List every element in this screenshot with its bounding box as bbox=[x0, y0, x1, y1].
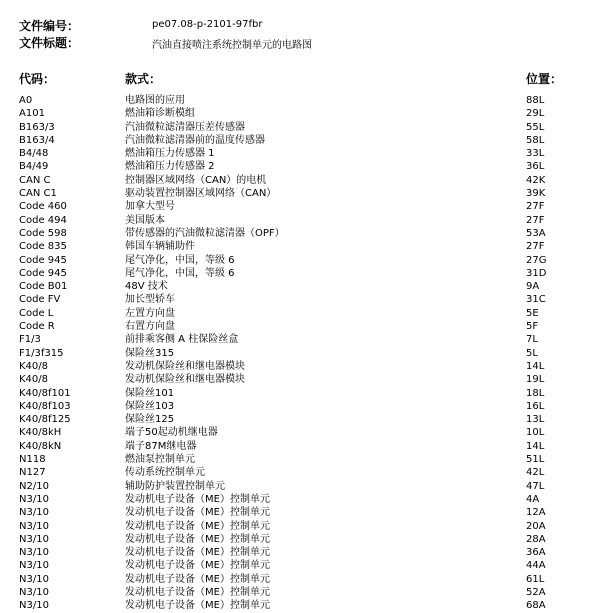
list-item bbox=[0, 134, 604, 147]
row-desc: 端子87M继电器 bbox=[125, 440, 197, 452]
row-pos: 31D bbox=[526, 267, 547, 279]
row-desc: 燃油箱压力传感器 1 bbox=[125, 148, 215, 160]
list-item bbox=[0, 293, 604, 306]
row-pos: 36A bbox=[526, 547, 546, 559]
row-pos: 27F bbox=[526, 214, 545, 226]
row-desc: 右置方向盘 bbox=[125, 321, 175, 333]
row-pos: 68A bbox=[526, 600, 546, 612]
row-pos: 4A bbox=[526, 493, 540, 505]
row-code: Code FV bbox=[19, 294, 61, 306]
row-desc: 发动机电子设备（ME）控制单元 bbox=[125, 493, 270, 505]
list-item bbox=[0, 347, 604, 360]
row-code: N3/10 bbox=[19, 586, 49, 598]
doc-title-value: 汽油直接喷注系统控制单元的电路图 bbox=[152, 40, 312, 51]
row-pos: 9A bbox=[526, 281, 540, 293]
row-desc: 韩国车辆辅助件 bbox=[125, 241, 195, 253]
list-item bbox=[0, 426, 604, 439]
list-item bbox=[0, 506, 604, 519]
list-item bbox=[0, 573, 604, 586]
row-pos: 39K bbox=[526, 188, 546, 200]
list-item bbox=[0, 187, 604, 200]
column-header-desc: 款式： bbox=[125, 72, 162, 86]
row-pos: 42L bbox=[526, 467, 545, 479]
row-pos: 18L bbox=[526, 387, 545, 399]
row-pos: 55L bbox=[526, 121, 545, 133]
list-item bbox=[0, 387, 604, 400]
row-desc: 发动机电子设备（ME）控制单元 bbox=[125, 507, 270, 519]
row-code: N2/10 bbox=[19, 480, 49, 492]
list-item bbox=[0, 121, 604, 134]
row-code: Code 494 bbox=[19, 214, 67, 226]
row-pos: 58L bbox=[526, 134, 545, 146]
list-item bbox=[0, 240, 604, 253]
row-desc: 发动机电子设备（ME）控制单元 bbox=[125, 573, 270, 585]
row-desc: 前排乘客侧 A 柱保险丝盒 bbox=[125, 334, 239, 346]
row-desc: 燃油泵控制单元 bbox=[125, 454, 195, 466]
row-code: Code 835 bbox=[19, 241, 67, 253]
row-desc: 端子50起动机继电器 bbox=[125, 427, 218, 439]
list-item bbox=[0, 413, 604, 426]
row-pos: 53A bbox=[526, 227, 546, 239]
list-item bbox=[0, 520, 604, 533]
list-item bbox=[0, 480, 604, 493]
row-code: CAN C bbox=[19, 174, 51, 186]
list-item bbox=[0, 227, 604, 240]
row-pos: 20A bbox=[526, 520, 546, 532]
row-code: A101 bbox=[19, 108, 45, 120]
row-desc: 尾气净化，中国，等级 6 bbox=[125, 267, 235, 279]
row-code: N127 bbox=[19, 467, 46, 479]
row-pos: 36L bbox=[526, 161, 545, 173]
list-item bbox=[0, 254, 604, 267]
row-code: K40/8kH bbox=[19, 427, 62, 439]
list-item bbox=[0, 320, 604, 333]
row-code: N3/10 bbox=[19, 520, 49, 532]
row-desc: 辅助防护装置控制单元 bbox=[125, 480, 225, 492]
column-header-code: 代码： bbox=[19, 72, 56, 86]
row-code: F1/3 bbox=[19, 334, 41, 346]
row-code: K40/8f103 bbox=[19, 400, 71, 412]
row-desc: 燃油箱诊断模组 bbox=[125, 108, 195, 120]
row-code: Code R bbox=[19, 321, 55, 333]
row-desc: 发动机电子设备（ME）控制单元 bbox=[125, 520, 270, 532]
row-desc: 发动机电子设备（ME）控制单元 bbox=[125, 600, 270, 612]
row-code: K40/8f101 bbox=[19, 387, 71, 399]
row-code: N3/10 bbox=[19, 533, 49, 545]
row-pos: 47L bbox=[526, 480, 545, 492]
row-code: N3/10 bbox=[19, 600, 49, 612]
row-pos: 61L bbox=[526, 573, 545, 585]
row-pos: 42K bbox=[526, 174, 546, 186]
column-header-pos: 位置： bbox=[526, 72, 563, 86]
doc-number-value: pe07.08-p-2101-97fbr bbox=[152, 19, 263, 30]
row-pos: 13L bbox=[526, 414, 545, 426]
list-item bbox=[0, 94, 604, 107]
row-code: Code 460 bbox=[19, 201, 67, 213]
row-pos: 29L bbox=[526, 108, 545, 120]
row-pos: 19L bbox=[526, 374, 545, 386]
row-desc: 汽油微粒滤清器压差传感器 bbox=[125, 121, 245, 133]
row-desc: 带传感器的汽油微粒滤清器（OPF） bbox=[125, 227, 285, 239]
row-pos: 27G bbox=[526, 254, 547, 266]
list-item bbox=[0, 586, 604, 599]
row-code: N3/10 bbox=[19, 493, 49, 505]
list-item bbox=[0, 307, 604, 320]
row-pos: 5L bbox=[526, 347, 538, 359]
row-desc: 发动机电子设备（ME）控制单元 bbox=[125, 560, 270, 572]
row-code: B163/3 bbox=[19, 121, 55, 133]
list-item bbox=[0, 214, 604, 227]
row-code: N3/10 bbox=[19, 507, 49, 519]
row-pos: 12A bbox=[526, 507, 546, 519]
list-item bbox=[0, 107, 604, 120]
row-code: Code 598 bbox=[19, 227, 67, 239]
row-code: Code 945 bbox=[19, 254, 67, 266]
row-pos: 27F bbox=[526, 201, 545, 213]
list-item bbox=[0, 546, 604, 559]
row-code: CAN C1 bbox=[19, 188, 57, 200]
list-item bbox=[0, 466, 604, 479]
row-desc: 发动机电子设备（ME）控制单元 bbox=[125, 547, 270, 559]
row-code: Code 945 bbox=[19, 267, 67, 279]
row-pos: 52A bbox=[526, 586, 546, 598]
row-desc: 汽油微粒滤清器前的温度传感器 bbox=[125, 134, 265, 146]
row-code: B4/49 bbox=[19, 161, 49, 173]
list-item bbox=[0, 440, 604, 453]
row-pos: 31C bbox=[526, 294, 546, 306]
row-desc: 尾气净化，中国，等级 6 bbox=[125, 254, 235, 266]
row-pos: 33L bbox=[526, 148, 545, 160]
row-code: K40/8 bbox=[19, 360, 49, 372]
row-pos: 27F bbox=[526, 241, 545, 253]
list-item bbox=[0, 160, 604, 173]
list-item bbox=[0, 453, 604, 466]
row-desc: 保险丝125 bbox=[125, 414, 175, 426]
list-item bbox=[0, 174, 604, 187]
row-code: K40/8f125 bbox=[19, 414, 71, 426]
row-pos: 7L bbox=[526, 334, 538, 346]
row-desc: 发动机电子设备（ME）控制单元 bbox=[125, 586, 270, 598]
list-item bbox=[0, 533, 604, 546]
list-item bbox=[0, 559, 604, 572]
row-desc: 发动机保险丝和继电器模块 bbox=[125, 374, 245, 386]
row-desc: 控制器区域网络（CAN）的电机 bbox=[125, 174, 267, 186]
list-item bbox=[0, 147, 604, 160]
list-item bbox=[0, 360, 604, 373]
row-code: N3/10 bbox=[19, 573, 49, 585]
row-pos: 10L bbox=[526, 427, 545, 439]
row-pos: 88L bbox=[526, 95, 545, 106]
row-code: Code B01 bbox=[19, 281, 68, 293]
list-item bbox=[0, 400, 604, 413]
list-item bbox=[0, 280, 604, 293]
list-item bbox=[0, 333, 604, 346]
component-list bbox=[0, 94, 604, 613]
row-code: N3/10 bbox=[19, 560, 49, 572]
row-pos: 5E bbox=[526, 307, 539, 319]
row-desc: 传动系统控制单元 bbox=[125, 467, 205, 479]
row-desc: 左置方向盘 bbox=[125, 307, 175, 319]
row-pos: 16L bbox=[526, 400, 545, 412]
row-code: A0 bbox=[19, 95, 33, 106]
row-desc: 发动机保险丝和继电器模块 bbox=[125, 360, 245, 372]
doc-title-label: 文件标题： bbox=[19, 36, 80, 50]
list-item bbox=[0, 373, 604, 386]
row-desc: 48V 技术 bbox=[125, 281, 168, 293]
row-desc: 保险丝101 bbox=[125, 387, 175, 399]
doc-number-label: 文件编号： bbox=[19, 19, 80, 33]
row-code: N118 bbox=[19, 454, 46, 466]
row-desc: 加长型轿车 bbox=[125, 294, 175, 306]
row-desc: 保险丝315 bbox=[125, 347, 175, 359]
row-pos: 14L bbox=[526, 440, 545, 452]
row-pos: 44A bbox=[526, 560, 546, 572]
list-item bbox=[0, 200, 604, 213]
row-code: F1/3f315 bbox=[19, 347, 64, 359]
row-desc: 电路图的应用 bbox=[125, 95, 185, 106]
row-pos: 14L bbox=[526, 360, 545, 372]
row-code: K40/8kN bbox=[19, 440, 62, 452]
row-desc: 加拿大型号 bbox=[125, 201, 175, 213]
row-desc: 保险丝103 bbox=[125, 400, 175, 412]
row-code: B4/48 bbox=[19, 148, 49, 160]
row-pos: 28A bbox=[526, 533, 546, 545]
list-item bbox=[0, 267, 604, 280]
row-pos: 51L bbox=[526, 454, 545, 466]
row-pos: 5F bbox=[526, 321, 539, 333]
list-item bbox=[0, 493, 604, 506]
row-desc: 美国版本 bbox=[125, 214, 165, 226]
row-desc: 驱动装置控制器区域网络（CAN） bbox=[125, 188, 277, 200]
row-code: B163/4 bbox=[19, 134, 55, 146]
row-code: K40/8 bbox=[19, 374, 49, 386]
row-code: Code L bbox=[19, 307, 54, 319]
row-desc: 发动机电子设备（ME）控制单元 bbox=[125, 533, 270, 545]
row-desc: 燃油箱压力传感器 2 bbox=[125, 161, 215, 173]
row-code: N3/10 bbox=[19, 547, 49, 559]
